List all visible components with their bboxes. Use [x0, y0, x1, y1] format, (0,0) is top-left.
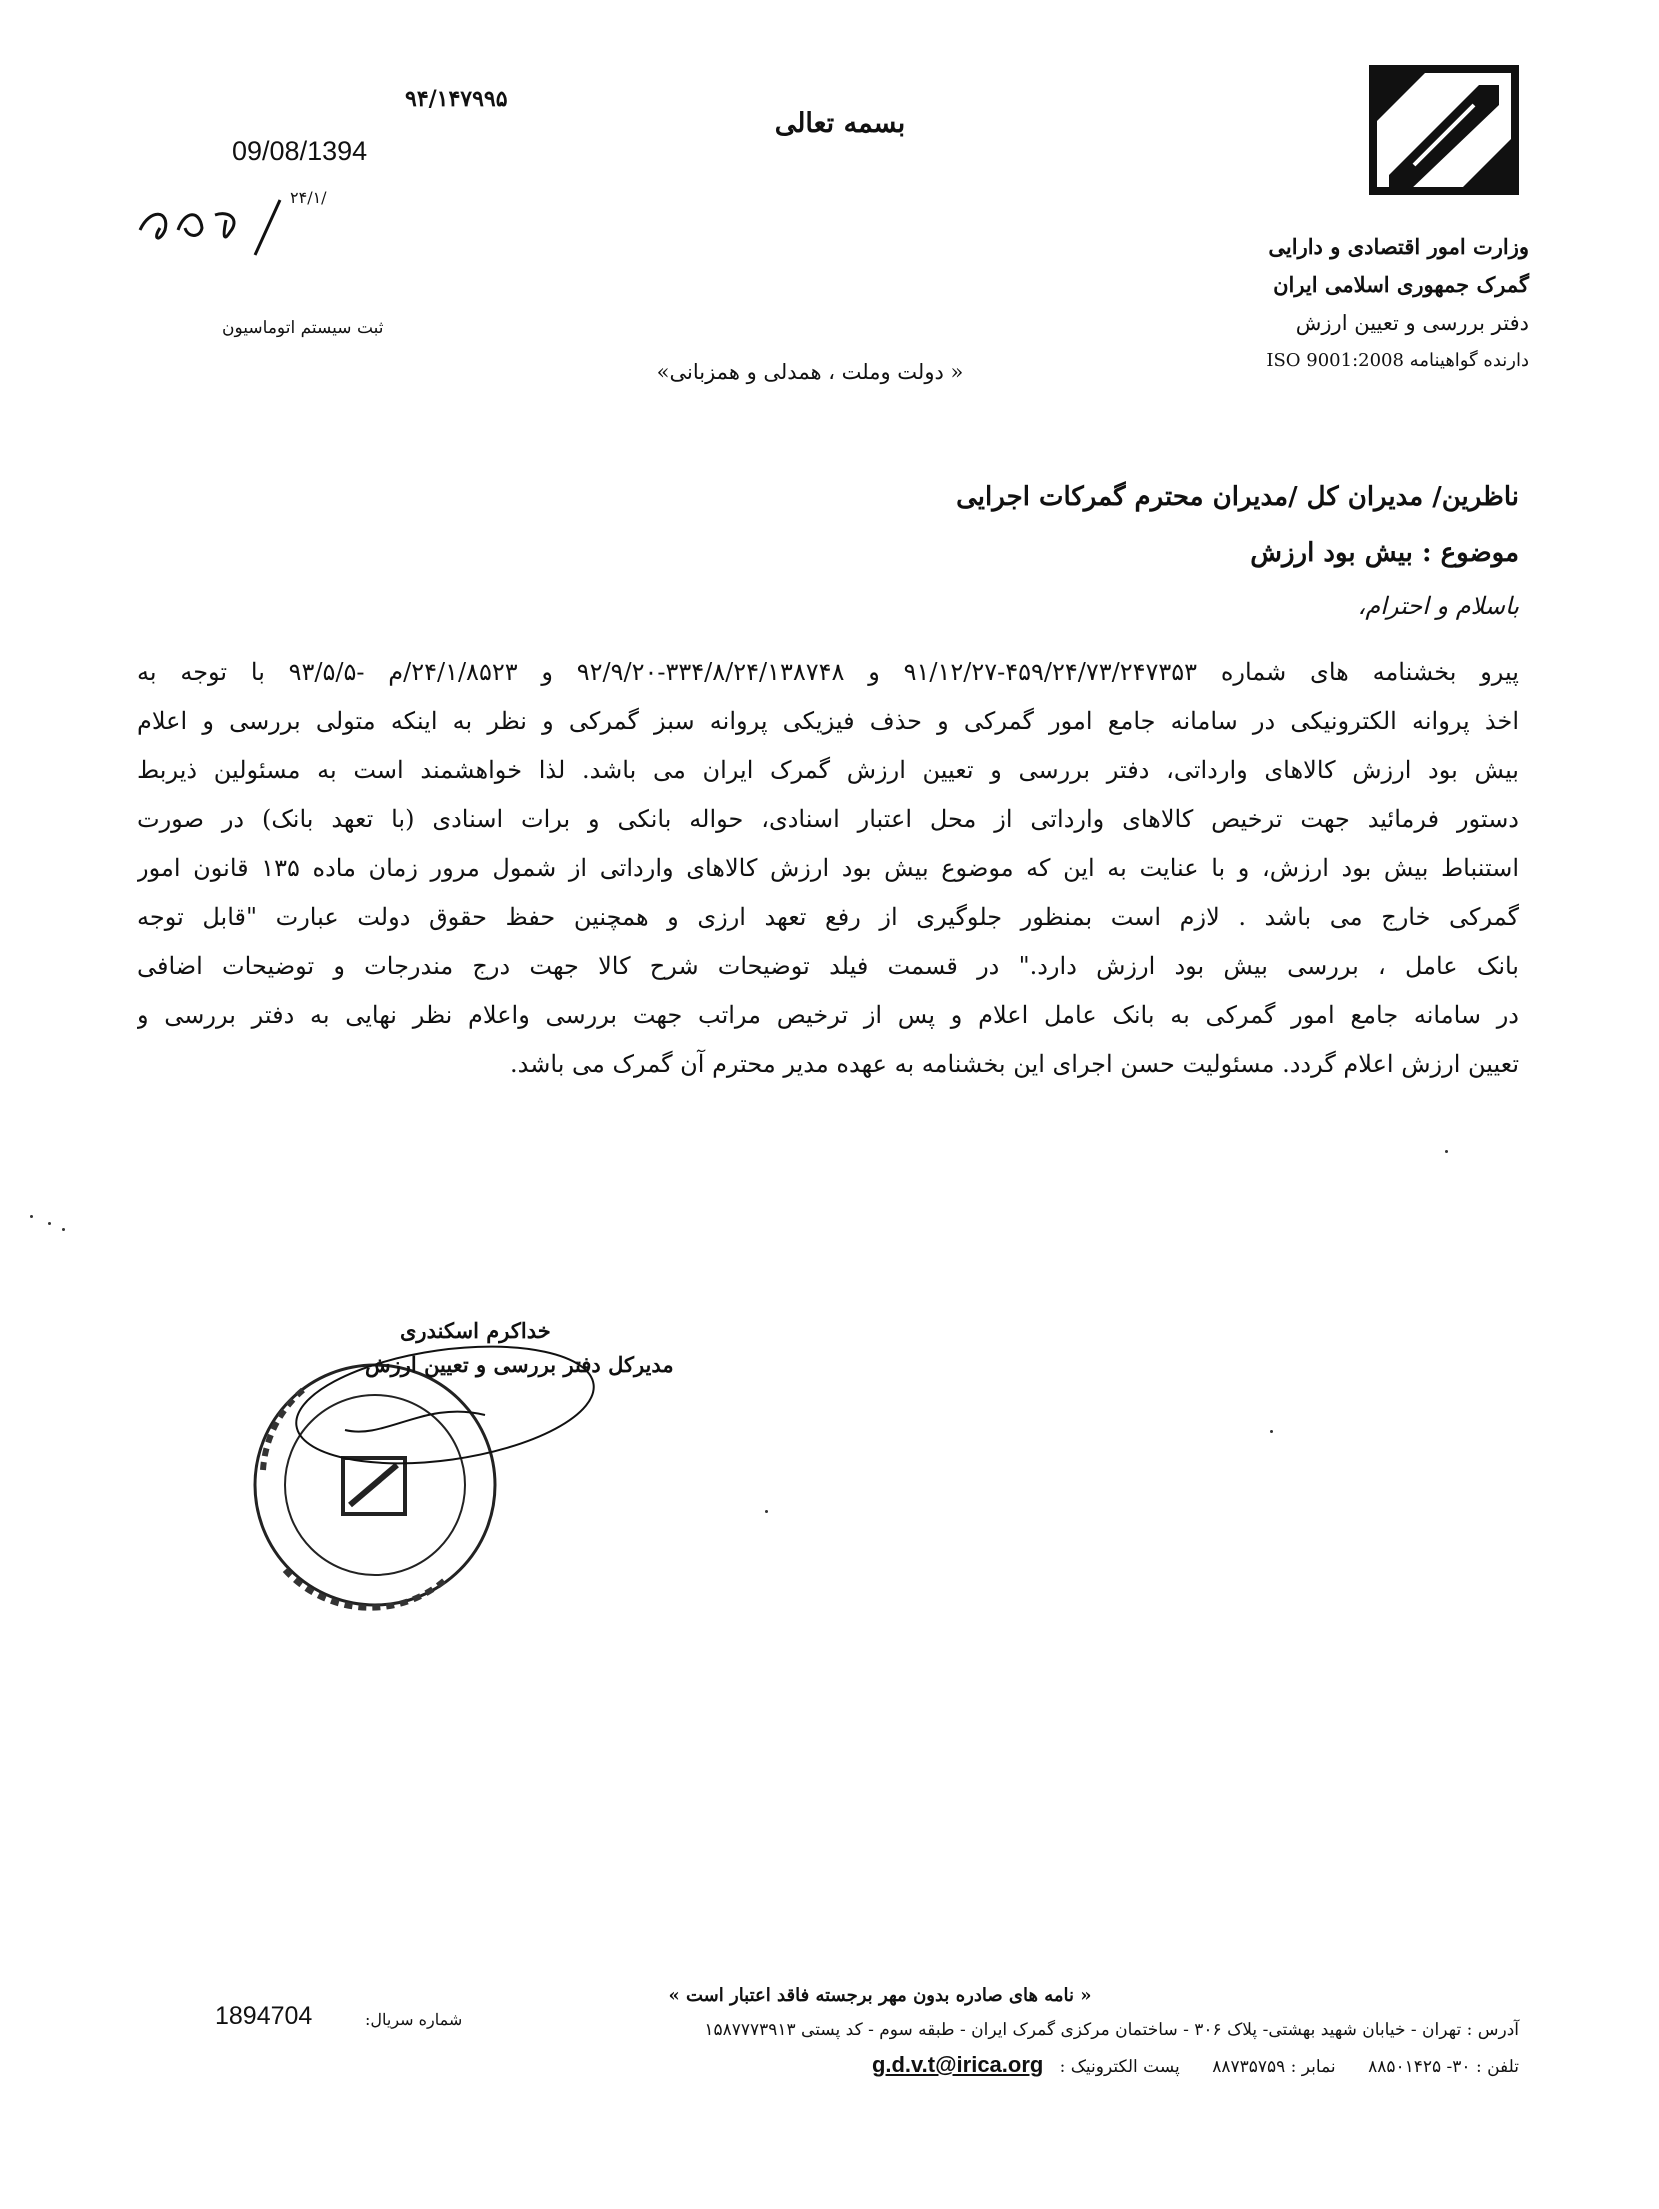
body-line: بیش بود ارزش کالاهای وارداتی، دفتر بررسی و تعیین ارزش گمرک ایران می باشد. لذا خواهشمند است به مسئولین ذیربط — [137, 756, 1519, 784]
scan-speck — [62, 1228, 65, 1231]
scan-speck — [1445, 1150, 1448, 1153]
reference-number: ۹۴/۱۴۷۹۹۵ — [405, 86, 508, 112]
letter-body — [137, 648, 1519, 1089]
office-name: دفتر بررسی و تعیین ارزش — [1295, 311, 1529, 335]
body-line: تعیین ارزش اعلام گردد. مسئولیت حسن اجرای این بخشنامه به عهده مدیر محترم آن گمرک می باشد. — [510, 1050, 1519, 1078]
scan-speck — [48, 1222, 51, 1225]
footer-phone: تلفن : ۳۰- ۸۸۵۰۱۴۲۵ — [1368, 2057, 1519, 2077]
serial-number: 1894704 — [215, 2002, 313, 2030]
iso-certificate: دارنده گواهینامه ISO 9001:2008 — [1266, 350, 1529, 371]
footer-email-link[interactable]: g.d.v.t@irica.org — [871, 2052, 1044, 2077]
organization-header — [1169, 228, 1529, 380]
footer-validity-note: « نامه های صادره بدون مهر برجسته فاقد اعتبار است » — [668, 1985, 1092, 2006]
serial-label: شماره سریال: — [365, 2010, 463, 2029]
footer-contact — [872, 2052, 1519, 2078]
bismillah-heading: بسمه تعالی — [774, 108, 906, 139]
ministry-name: وزارت امور اقتصادی و دارایی — [1268, 234, 1529, 259]
automation-registration-note: ثبت سیستم اتوماسیون — [222, 318, 384, 338]
body-line: گمرکی خارج می باشد . لازم است بمنظور جلوگیری از رفع تعهد ارزی و همچنین حفظ حقوق دولت عبارت "قابل توجه — [137, 903, 1519, 931]
footer-fax: نمابر : ۸۸۷۳۵۷۵۹ — [1212, 2057, 1336, 2077]
signer-title: مدیرکل دفتر بررسی و تعیین ارزش — [365, 1352, 674, 1377]
customs-name: گمرک جمهوری اسلامی ایران — [1273, 272, 1529, 297]
letter-greeting: باسلام و احترام، — [1357, 592, 1519, 620]
letter-subject: موضوع : بیش بود ارزش — [1250, 538, 1519, 568]
signer-name: خداکرم اسکندری — [400, 1318, 551, 1343]
body-line: بانک عامل ، بررسی بیش بود ارزش دارد." در قسمت فیلد توضیحات شرح کالا جهت درج مندرجات و توضیحات اضافی — [137, 952, 1519, 980]
body-line: در سامانه جامع امور گمرکی به بانک عامل اعلام و پس از ترخیص مراتب جهت بررسی واعلام نظر نهایی به دفتر بررسی و — [137, 1001, 1519, 1029]
body-line: اخذ پروانه الکترونیکی در سامانه جامع امور گمرکی و حذف فیزیکی پروانه سبز گمرکی و نظر به اینکه متولی بررسی و اعلام — [137, 707, 1519, 735]
letter-date: 09/08/1394 — [232, 136, 368, 166]
body-line: پیرو بخشنامه های شماره ۴۵۹/۲۴/۷۳/۲۴۷۳۵۳-۹۱/۱۲/۲۷ و ۳۳۴/۸/۲۴/۱۳۸۷۴۸-۹۲/۹/۲۰ و ۲۴/۱/۸۵۲۳/م -۹۳/۵/۵ با توجه به — [137, 658, 1519, 686]
slogan: « دولت وملت ، همدلی و همزبانی» — [656, 360, 964, 384]
customs-logo-icon — [1369, 65, 1519, 195]
body-line: دستور فرمائید جهت ترخیص کالاهای وارداتی از محل اعتبار اسنادی، حواله بانکی و برات اسنادی (با تعهد بانک) در صورت — [137, 805, 1519, 833]
scan-speck — [1270, 1430, 1273, 1433]
footer-address: آدرس : تهران - خیابان شهید بهشتی- پلاک ۳۰۶ - ساختمان مرکزی گمرک ایران - طبقه سوم - کد پستی ۱۵۸۷۷۷۳۹۱۳ — [704, 2020, 1519, 2040]
body-line: استنباط بیش بود ارزش، و با عنایت به این که موضوع بیش بود ارزش کالاهای وارداتی از شمول مرور زمان ماده ۱۳۵ قانون امور — [137, 854, 1519, 882]
handwritten-small-number: ۲۴/۱/ — [290, 188, 327, 207]
scan-speck — [30, 1215, 33, 1218]
letter-recipient: ناظرین/ مدیران کل /مدیران محترم گمرکات اجرایی — [956, 482, 1519, 512]
scan-speck — [765, 1510, 768, 1513]
footer-email-label: پست الکترونیک : — [1059, 2057, 1180, 2077]
